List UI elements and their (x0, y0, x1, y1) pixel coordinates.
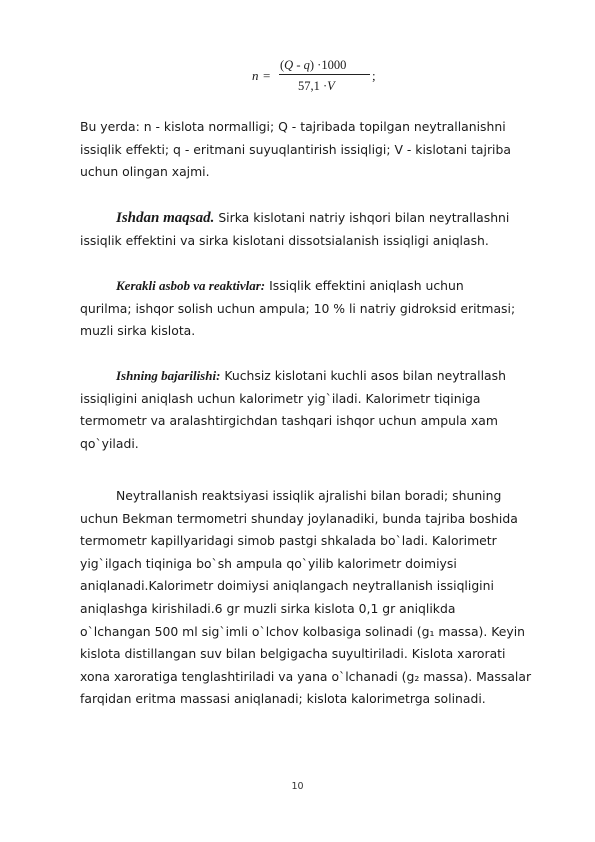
text-line: yig`ilgach tiqiniga bo`sh ampula qo`yilib kalorimetr doimiysi (80, 555, 457, 571)
formula (252, 58, 392, 98)
procedure-heading: Ishning bajarilishi: (116, 368, 221, 383)
formula-numerator: (Q - q) ·1000 (280, 58, 347, 72)
procedure-text: Kuchsiz kislotani kuchli asos bilan neytrallash (220, 368, 506, 383)
text-line: issiqligini aniqlash uchun kalorimetr yig`iladi. Kalorimetr tiqiniga (80, 390, 481, 406)
text-line: Neytrallanish reaktsiyasi issiqlik ajralishi bilan boradi; shuning (116, 488, 502, 503)
text-line: xona xaroratiga tenglashtiriladi va yana o`lchanadi (g₂ massa). Massalar (80, 668, 532, 684)
text-line: uchun olingan xajmi. (80, 164, 210, 180)
goal-heading: Ishdan maqsad. (116, 210, 215, 226)
text-line: muzli sirka kislota. (80, 323, 196, 339)
text-line: Bu yerda: n - kislota normalligi; Q - tajribada topilgan neytrallanishni (80, 119, 506, 134)
text-line: issiqlik effektini va sirka kislotani dissotsialanish issiqligi aniqlash. (80, 232, 489, 248)
text-line: issiqlik effekti; q - eritmani suyuqlantirish issiqligi; V - kislotani tajriba (80, 141, 511, 157)
formula-semicolon: ; (372, 68, 376, 83)
equipment-heading: Kerakli asbob va reaktivlar: (116, 278, 266, 293)
text-line: qo`yiladi. (80, 435, 139, 451)
text-line: termometr va aralashtirgichdan tashqari ishqor uchun ampula xam (80, 413, 498, 429)
goal-text: Sirka kislotani natriy ishqori bilan neytrallashni (214, 210, 510, 225)
procedure-section (80, 365, 546, 455)
text-line: aniqlanadi.Kalorimetr doimiysi aniqlangach neytrallanish issiqligini (80, 578, 494, 594)
text-line: aniqlashga kirishiladi.6 gr muzli sirka kislota 0,1 gr aniqlikda (80, 600, 456, 616)
text-line: farqidan eritma massasi aniqlanadi; kislota kalorimetrga solinadi. (80, 691, 486, 707)
text-line: kislota distillangan suv bilan belgigacha suyultiriladi. Kislota xarorati (80, 646, 506, 662)
body-paragraph (80, 485, 546, 711)
fraction-bar (279, 74, 370, 75)
formula-denominator: 57,1 ·V (298, 79, 335, 93)
formula-explanation (80, 116, 546, 184)
text-line: uchun Bekman termometri shunday joylanadiki, bunda tajriba boshida (80, 510, 518, 526)
formula-lhs: n (252, 68, 259, 83)
equipment-section (80, 275, 546, 343)
text-line: qurilma; ishqor solish uchun ampula; 10 % li natriy gidroksid eritmasi; (80, 300, 516, 316)
page-number: 10 (291, 781, 304, 792)
goal-section (80, 207, 546, 252)
formula-equals: = (263, 68, 271, 83)
text-line: o`lchangan 500 ml sig`imli o`lchov kolbasiga solinadi (g₁ massa). Keyin (80, 623, 526, 639)
equipment-text: Issiqlik effektini aniqlash uchun (265, 278, 464, 293)
text-line: termometr kapillyaridagi simob pastgi shkalada bo`ladi. Kalorimetr (80, 533, 497, 549)
